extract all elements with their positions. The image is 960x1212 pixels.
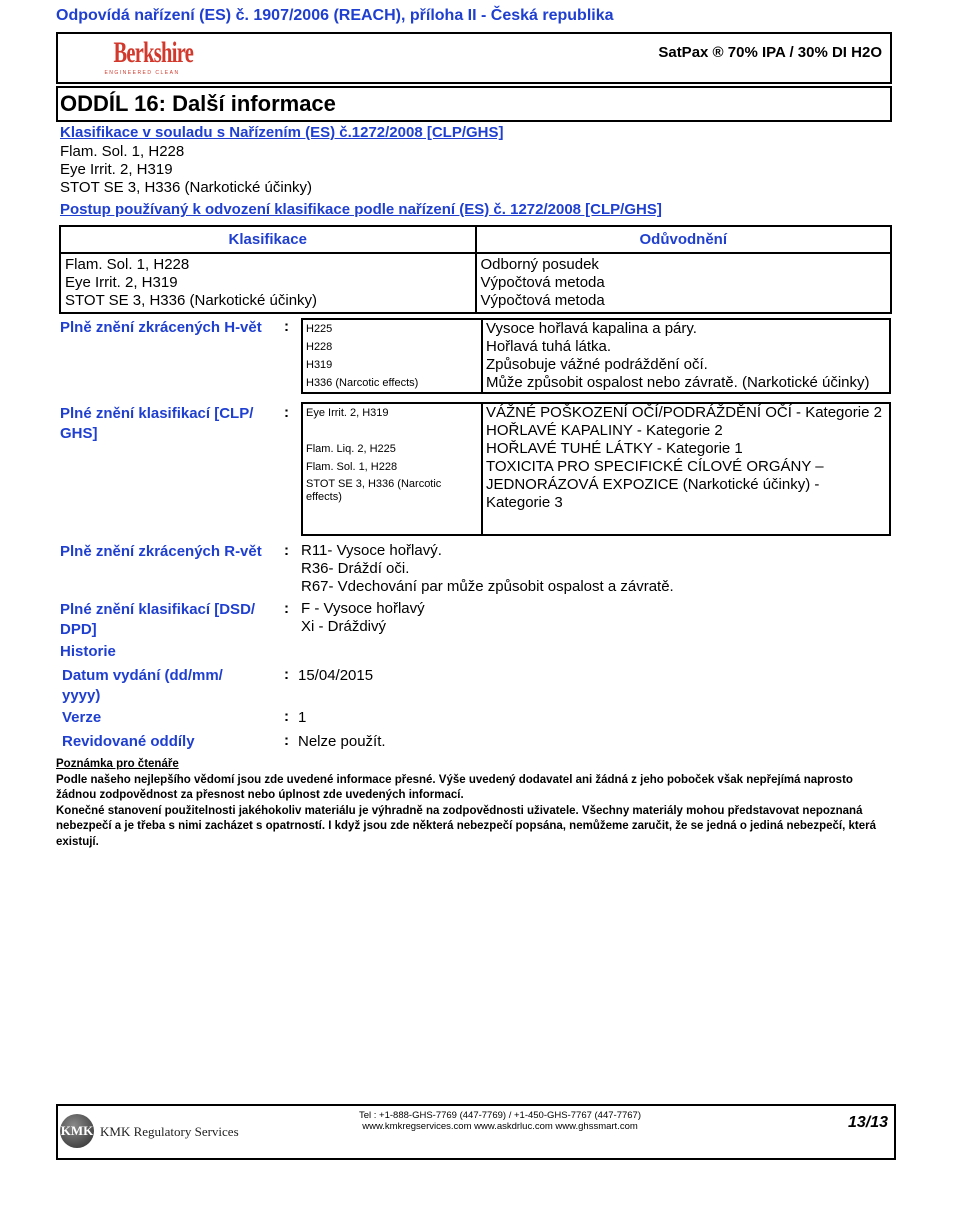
h-code: H225 <box>306 323 333 335</box>
h-text: Vysoce hořlavá kapalina a páry. <box>486 320 697 337</box>
classification-line: Flam. Sol. 1, H228 <box>60 143 185 160</box>
logo-tagline: ENGINEERED CLEAN <box>104 70 180 76</box>
section-title: ODDÍL 16: Další informace <box>60 91 336 116</box>
r-phrase: R36- Dráždí oči. <box>301 560 410 577</box>
version-value: 1 <box>298 709 307 726</box>
kmk-logo-icon: KMK <box>60 1114 94 1148</box>
issue-date-label: Datum vydání (dd/mm/ yyyy) <box>62 667 223 704</box>
h-text: Hořlavá tuhá látka. <box>486 338 612 355</box>
contact-web[interactable]: www.kmkregservices.com www.askdrluc.com www.ghssmart.com <box>362 1121 638 1132</box>
clp-texts-cell <box>482 403 890 535</box>
h-code: H336 (Narcotic effects) <box>306 377 419 389</box>
r-phrases-list <box>301 542 674 596</box>
table-line: Výpočtová metoda <box>480 274 605 291</box>
reader-note-paragraph: Podle našeho nejlepšího vědomí jsou zde uvedené informace přesné. Výše uvedený dodavatel ani žádná z jeho poboček však nepřejímá naprosto žádnou zodpovědnost za přesnost nebo úplnost zde uvedených informací. <box>56 773 853 801</box>
classification-heading[interactable]: Klasifikace v souladu s Nařízením (ES) č.1272/2008 [CLP/GHS] <box>60 124 504 141</box>
clp-text: HOŘLAVÉ TUHÉ LÁTKY - Kategorie 1 <box>486 440 743 457</box>
table-line: STOT SE 3, H336 (Narkotické účinky) <box>65 292 318 309</box>
table-line: Odborný posudek <box>480 256 599 273</box>
r-phrases-label: Plně znění zkrácených R-vět <box>60 543 262 560</box>
berkshire-logo <box>100 36 194 80</box>
table-line: Výpočtová metoda <box>480 292 605 309</box>
colon: : <box>284 318 289 335</box>
colon: : <box>284 732 289 749</box>
revised-sections-label: Revidované oddíly <box>62 733 195 750</box>
regulation-title: Odpovídá nařízení (ES) č. 1907/2006 (REACH), příloha II - Česká republika <box>56 7 614 24</box>
dsd-full-label: Plné znění klasifikací [DSD/ DPD] <box>60 601 256 638</box>
contact-phone: Tel : +1-888-GHS-7769 (447-7769) / +1-450-GHS-7767 (447-7767) <box>359 1110 641 1121</box>
justification-cell <box>476 253 892 313</box>
dsd-line: Xi - Dráždivý <box>301 618 387 635</box>
colon: : <box>284 404 289 421</box>
reader-note <box>56 757 886 850</box>
table-line: Flam. Sol. 1, H228 <box>65 256 190 273</box>
colon: : <box>284 542 289 559</box>
clp-code: STOT SE 3, H336 (Narcotic effects) <box>306 478 442 503</box>
issue-date-value: 15/04/2015 <box>298 667 374 684</box>
clp-full-table <box>301 402 891 536</box>
r-phrase: R11- Vysoce hořlavý. <box>301 542 442 559</box>
clp-text: TOXICITA PRO SPECIFICKÉ CÍLOVÉ ORGÁNY – JEDNORÁZOVÁ EXPOZICE (Narkotické účinky) - Kategorie 3 <box>486 458 824 511</box>
clp-full-label: Plné znění klasifikací [CLP/ GHS] <box>60 405 254 442</box>
h-codes-cell <box>302 319 482 393</box>
table-line: Eye Irrit. 2, H319 <box>65 274 178 291</box>
clp-code: Eye Irrit. 2, H319 <box>306 407 389 419</box>
procedure-heading[interactable]: Postup používaný k odvození klasifikace podle nařízení (ES) č. 1272/2008 [CLP/GHS] <box>60 201 662 218</box>
h-phrases-label: Plně znění zkrácených H-vět <box>60 319 262 336</box>
h-phrases-table <box>301 318 891 394</box>
history-heading: Historie <box>60 643 116 660</box>
classification-cell <box>60 253 476 313</box>
page-number: 13/13 <box>847 1114 888 1131</box>
clp-code: Flam. Sol. 1, H228 <box>306 461 398 473</box>
clp-codes-cell <box>302 403 482 535</box>
h-texts-cell <box>482 319 890 393</box>
classification-line: Eye Irrit. 2, H319 <box>60 161 173 178</box>
classification-table <box>59 225 892 314</box>
h-code: H228 <box>306 341 333 353</box>
company-name: KMK Regulatory Services <box>100 1124 239 1139</box>
clp-code: Flam. Liq. 2, H225 <box>306 443 396 455</box>
revised-sections-value: Nelze použít. <box>298 733 386 750</box>
clp-text: HOŘLAVÉ KAPALINY - Kategorie 2 <box>486 422 723 439</box>
col-header-classification: Klasifikace <box>60 226 476 253</box>
reader-note-paragraph: Konečné stanovení použitelnosti jakéhokoliv materiálu je výhradně na zodpovědnosti uživatele. Všechny materiály mohou představovat nepoznaná nebezpečí a je třeba s nimi zacházet s opatrností. I když jsou zde některá nebezpečí popsána, nemůžeme zaručit, že se jedná o jediná nebezpečí, která existují. <box>56 804 876 848</box>
contact-info <box>320 1110 680 1132</box>
product-name: SatPax ® 70% IPA / 30% DI H2O <box>658 44 882 61</box>
logo-word: Berkshire <box>113 36 194 69</box>
version-label: Verze <box>62 709 102 726</box>
colon: : <box>284 666 289 683</box>
colon: : <box>284 600 289 617</box>
h-code: H319 <box>306 359 333 371</box>
dsd-line: F - Vysoce hořlavý <box>301 600 425 617</box>
classification-line: STOT SE 3, H336 (Narkotické účinky) <box>60 179 313 196</box>
dsd-list <box>301 600 425 636</box>
clp-text: VÁŽNÉ POŠKOZENÍ OČÍ/PODRÁŽDĚNÍ OČÍ - Kategorie 2 <box>486 404 882 421</box>
colon: : <box>284 708 289 725</box>
h-text: Může způsobit ospalost nebo závratě. (Narkotické účinky) <box>486 374 870 391</box>
reader-note-title: Poznámka pro čtenáře <box>56 758 179 770</box>
col-header-justification: Odůvodnění <box>476 226 892 253</box>
h-text: Způsobuje vážné podráždění očí. <box>486 356 708 373</box>
classification-list <box>60 143 312 197</box>
r-phrase: R67- Vdechování par může způsobit ospalost a závratě. <box>301 578 674 595</box>
